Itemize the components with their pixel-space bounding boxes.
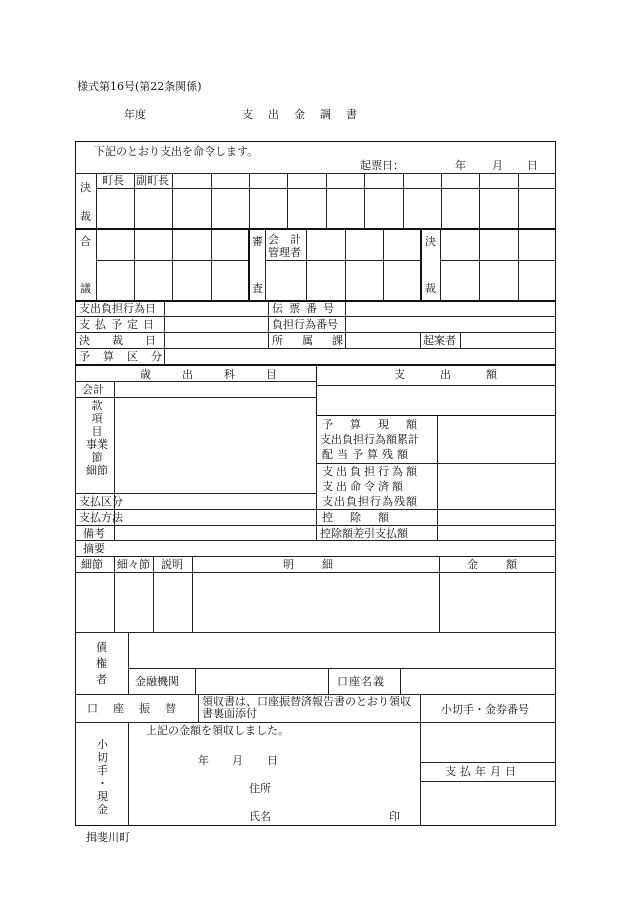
received-day: 日 bbox=[267, 754, 278, 767]
commit-date-label: 支出負担行為日 bbox=[79, 302, 156, 315]
voucher-date-month: 月 bbox=[492, 159, 503, 172]
transfer-label: 口 座 振 替 bbox=[87, 702, 178, 715]
amount-row-commit-total: 支出負担行為額累計 bbox=[320, 433, 419, 446]
voucher-no-label: 伝票番号 bbox=[272, 302, 340, 315]
detail-sub-subsection-header: 細々節 bbox=[117, 558, 150, 571]
dept-label: 所属課 bbox=[272, 334, 362, 347]
municipality-name: 揖斐川町 bbox=[86, 831, 130, 844]
voucher-date-day: 日 bbox=[527, 159, 538, 172]
summary-label: 摘要 bbox=[83, 542, 105, 555]
pay-date-cell-label: 支払年月日 bbox=[445, 765, 520, 778]
amount-row-commit: 支出負担行為額 bbox=[322, 465, 420, 478]
received-month: 月 bbox=[232, 754, 243, 767]
drafter-label: 起案者 bbox=[423, 334, 456, 347]
remarks-label: 備考 bbox=[83, 527, 105, 540]
received-year: 年 bbox=[198, 754, 209, 767]
amount-row-deduction: 控 除 額 bbox=[322, 511, 392, 524]
deputy-mayor-label: 副町長 bbox=[136, 174, 169, 187]
pay-method-label: 支払方法 bbox=[79, 511, 123, 524]
amount-row-commit-balance: 支出負担行為残額 bbox=[322, 495, 418, 508]
amount-row-allot-balance: 配当予算残額 bbox=[322, 448, 412, 461]
account-name-label: 口座名義 bbox=[337, 675, 385, 688]
pay-date-label: 支払予定日 bbox=[79, 318, 159, 331]
form-number: 様式第16号(第22条関係) bbox=[77, 80, 202, 93]
amount-row-net-pay: 控除額差引支払額 bbox=[320, 527, 408, 540]
approval-label-bottom: 裁 bbox=[80, 210, 91, 223]
page-title: 支 出 金 調 書 bbox=[242, 108, 359, 121]
seal-label: 印 bbox=[389, 810, 400, 823]
detail-subsection-header: 細節 bbox=[81, 558, 103, 571]
pay-class-label: 支払区分 bbox=[79, 495, 123, 508]
cash-label: 小 切 手 ・ 現 金 bbox=[97, 738, 108, 816]
consult-label-top: 合 bbox=[80, 235, 91, 248]
name-label: 氏名 bbox=[249, 810, 271, 823]
voucher-date-label: 起票日： bbox=[360, 159, 404, 172]
detail-detail-header: 明 細 bbox=[283, 558, 335, 571]
decision-label-bottom: 裁 bbox=[425, 282, 436, 295]
fiscal-year-label: 年度 bbox=[124, 108, 146, 121]
address-label: 住所 bbox=[249, 782, 271, 795]
accountant-label: 会 計 管理者 bbox=[268, 233, 301, 259]
audit-label-top: 審 bbox=[252, 235, 263, 248]
detail-amount-header: 金 額 bbox=[467, 558, 519, 571]
amount-row-order-done: 支出命令済額 bbox=[322, 480, 406, 493]
account-label: 会計 bbox=[82, 383, 104, 396]
transfer-note: 領収書は、口座振替済報告書のとおり領収書裏面添付 bbox=[202, 695, 411, 720]
instruction-text: 下記のとおり支出を命令します。 bbox=[94, 145, 259, 158]
creditor-label: 債 権 者 bbox=[96, 641, 107, 686]
decision-label-top: 決 bbox=[425, 235, 436, 248]
voucher-date-year: 年 bbox=[455, 159, 466, 172]
detail-explanation-header: 説明 bbox=[161, 558, 183, 571]
decision-date-label: 決裁日 bbox=[79, 334, 178, 347]
consult-label-bottom: 議 bbox=[80, 282, 91, 295]
received-text: 上記の金額を領収しました。 bbox=[146, 724, 289, 737]
approval-label-top: 決 bbox=[80, 181, 91, 194]
amount-row-budget: 予 算 現 額 bbox=[322, 418, 420, 431]
mayor-label: 町長 bbox=[102, 174, 124, 187]
expense-header: 歳 出 科 目 bbox=[140, 368, 287, 381]
budget-class-label: 予算区分 bbox=[79, 350, 175, 363]
expense-items-label: 款 項 目 事業 節 細節 bbox=[86, 399, 108, 477]
check-no-label: 小切手・金券番号 bbox=[441, 703, 529, 716]
commit-no-label: 負担行為番号 bbox=[272, 318, 338, 331]
bank-label: 金融機関 bbox=[135, 675, 179, 688]
audit-label-bottom: 査 bbox=[252, 282, 263, 295]
amount-header: 支 出 額 bbox=[394, 368, 509, 381]
